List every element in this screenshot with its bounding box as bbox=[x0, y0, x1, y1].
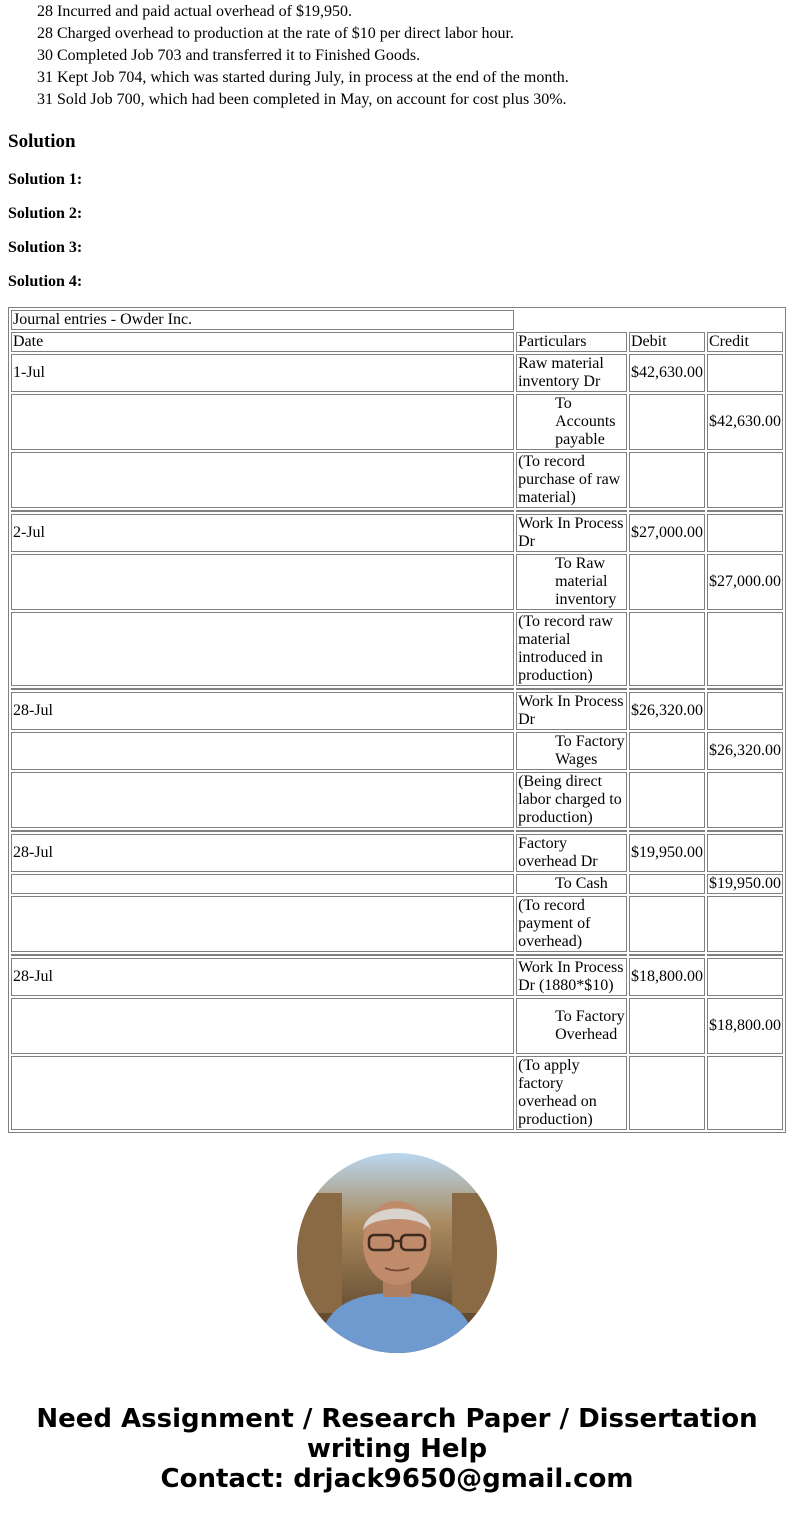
credit-amount: $27,000.00 bbox=[707, 554, 783, 610]
solution-heading: Solution bbox=[8, 131, 76, 152]
header-particulars: Particulars bbox=[516, 332, 627, 352]
credit-account: To Cash bbox=[516, 874, 627, 894]
separator bbox=[11, 510, 783, 512]
header-credit: Credit bbox=[707, 332, 783, 352]
problem-lines bbox=[37, 1, 569, 111]
promo-contact: Contact: drjack9650@gmail.com bbox=[160, 1464, 634, 1494]
problem-line: 28 Incurred and paid actual overhead of $19,950. bbox=[37, 3, 352, 20]
solution-label-2: Solution 2: bbox=[8, 205, 83, 222]
debit-account: Raw material inventory Dr bbox=[516, 354, 627, 392]
problem-line: 28 Charged overhead to production at the rate of $10 per direct labor hour. bbox=[37, 25, 514, 42]
entry-1-credit-row bbox=[11, 394, 783, 450]
debit-account: Work In Process Dr bbox=[516, 692, 627, 730]
entry-date: 28-Jul bbox=[11, 958, 514, 996]
solution-label-4: Solution 4: bbox=[8, 273, 83, 290]
debit-amount: $27,000.00 bbox=[629, 514, 705, 552]
narration: (To apply factory overhead on production) bbox=[516, 1056, 627, 1130]
author-avatar bbox=[297, 1153, 497, 1353]
credit-account: To Factory Overhead bbox=[516, 998, 627, 1054]
person-portrait-icon bbox=[297, 1153, 497, 1353]
entry-date: 1-Jul bbox=[11, 354, 514, 392]
narration: (To record raw material introduced in production) bbox=[516, 612, 627, 686]
entry-5-narration-row bbox=[11, 1056, 783, 1130]
separator bbox=[11, 830, 783, 832]
credit-account: To Raw material inventory bbox=[516, 554, 627, 610]
header-debit: Debit bbox=[629, 332, 705, 352]
debit-amount: $19,950.00 bbox=[629, 834, 705, 872]
entry-date: 28-Jul bbox=[11, 834, 514, 872]
narration: (To record payment of overhead) bbox=[516, 896, 627, 952]
entry-5-debit-row bbox=[11, 958, 783, 996]
header-date: Date bbox=[11, 332, 514, 352]
journal-table bbox=[8, 307, 786, 1133]
narration: (Being direct labor charged to production) bbox=[516, 772, 627, 828]
credit-amount: $26,320.00 bbox=[707, 732, 783, 770]
narration: (To record purchase of raw material) bbox=[516, 452, 627, 508]
entry-1-debit-row bbox=[11, 354, 783, 392]
entry-4-credit-row bbox=[11, 874, 783, 894]
solution-label-1: Solution 1: bbox=[8, 171, 83, 188]
problem-line: 31 Sold Job 700, which had been completed in May, on account for cost plus 30%. bbox=[37, 91, 567, 108]
separator bbox=[11, 954, 783, 956]
credit-amount: $42,630.00 bbox=[707, 394, 783, 450]
entry-3-narration-row bbox=[11, 772, 783, 828]
separator bbox=[11, 688, 783, 690]
promo-line-1: Need Assignment / Research Paper / Dissertation writing Help bbox=[36, 1404, 758, 1464]
debit-account: Factory overhead Dr bbox=[516, 834, 627, 872]
journal-title: Journal entries - Owder Inc. bbox=[11, 310, 514, 330]
solution-label-3: Solution 3: bbox=[8, 239, 83, 256]
debit-account: Work In Process Dr (1880*$10) bbox=[516, 958, 627, 996]
entry-4-debit-row bbox=[11, 834, 783, 872]
credit-amount: $19,950.00 bbox=[707, 874, 783, 894]
problem-line: 31 Kept Job 704, which was started during July, in process at the end of the month. bbox=[37, 69, 569, 86]
credit-account: To Accounts payable bbox=[516, 394, 627, 450]
debit-amount: $18,800.00 bbox=[629, 958, 705, 996]
problem-line: 30 Completed Job 703 and transferred it to Finished Goods. bbox=[37, 47, 421, 64]
debit-amount: $26,320.00 bbox=[629, 692, 705, 730]
entry-date: 2-Jul bbox=[11, 514, 514, 552]
entry-3-debit-row bbox=[11, 692, 783, 730]
debit-account: Work In Process Dr bbox=[516, 514, 627, 552]
entry-3-credit-row bbox=[11, 732, 783, 770]
entry-1-narration-row bbox=[11, 452, 783, 508]
credit-amount: $18,800.00 bbox=[707, 998, 783, 1054]
entry-2-debit-row bbox=[11, 514, 783, 552]
credit-account: To Factory Wages bbox=[516, 732, 627, 770]
entry-5-credit-row bbox=[11, 998, 783, 1054]
entry-4-narration-row bbox=[11, 896, 783, 952]
entry-date: 28-Jul bbox=[11, 692, 514, 730]
entry-2-narration-row bbox=[11, 612, 783, 686]
debit-amount: $42,630.00 bbox=[629, 354, 705, 392]
entry-2-credit-row bbox=[11, 554, 783, 610]
promo-banner bbox=[0, 1404, 794, 1494]
